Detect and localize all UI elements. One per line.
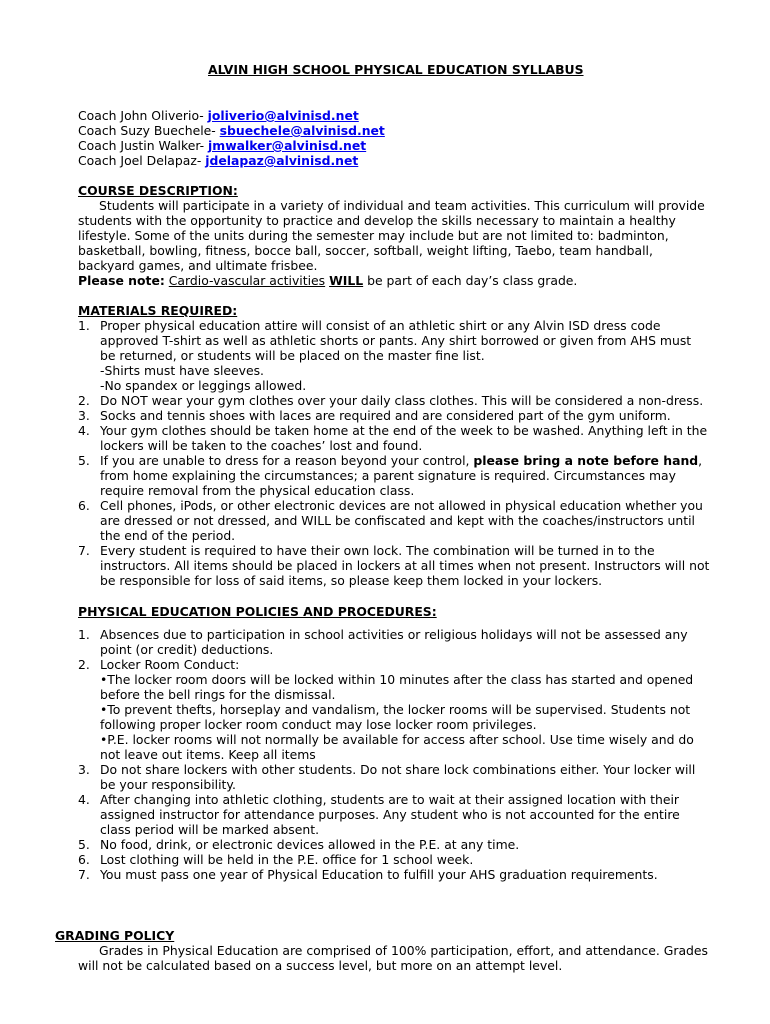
grading-text-line: Grades in Physical Education are comprised of 100% participation, effort, and attendance. Grades (99, 943, 708, 958)
list-item-line: assigned instructor for attendance purposes. Any student who is not accounted for the entire (100, 807, 680, 822)
coach-email-link[interactable]: jdelapaz@alvinisd.net (205, 153, 359, 168)
item5-comma: , (698, 453, 703, 468)
list-item-line: Socks and tennis shoes with laces are required and are considered part of the gym uniform. (100, 408, 671, 423)
list-item-line: approved T-shirt as well as athletic shorts or pants. Any shirt borrowed or given from AHS must (100, 333, 692, 348)
list-number: 4. (78, 792, 90, 807)
list-item-line: Absences due to participation in school activities or religious holidays will not be assessed any (100, 627, 688, 642)
list-number: 6. (78, 498, 90, 513)
course-text-line: basketball, bowling, fitness, bocce ball, soccer, softball, weight lifting, Taebo, team handball, (78, 243, 653, 258)
list-number: 7. (78, 867, 90, 882)
course-description-heading: COURSE DESCRIPTION: (78, 183, 238, 198)
coach-email-link[interactable]: jmwalker@alvinisd.net (208, 138, 367, 153)
grading-text-line: will not be calculated based on a success level, but more on an attempt level. (78, 958, 563, 973)
list-item-line: lockers will be taken to the coaches’ lost and found. (100, 438, 423, 453)
list-item-line: -No spandex or leggings allowed. (100, 378, 307, 393)
grading-heading: GRADING POLICY (55, 928, 175, 943)
materials-heading: MATERIALS REQUIRED: (78, 303, 238, 318)
list-item-line: Every student is required to have their own lock. The combination will be turned in to the (100, 543, 655, 558)
course-text-line: backyard games, and ultimate frisbee. (78, 258, 318, 273)
list-item-line: •The locker room doors will be locked within 10 minutes after the class has started and opened (100, 672, 694, 687)
coach-name: Coach Suzy Buechele- (78, 123, 220, 138)
list-item-line: be returned, or students will be placed on the master fine list. (100, 348, 485, 363)
list-number: 6. (78, 852, 90, 867)
list-item-line: Lost clothing will be held in the P.E. office for 1 school week. (100, 852, 474, 867)
list-number: 3. (78, 408, 90, 423)
list-item-line: -Shirts must have sleeves. (100, 363, 264, 378)
policies-heading: PHYSICAL EDUCATION POLICIES AND PROCEDURES: (78, 604, 437, 619)
note-label: Please note: (78, 273, 165, 288)
note-underlined: Cardio-vascular activities (168, 273, 326, 288)
note-rest: be part of each day’s class grade. (363, 273, 578, 288)
list-number: 1. (78, 627, 90, 642)
list-number: 2. (78, 657, 90, 672)
coach-line (78, 138, 366, 153)
list-item-line: point (or credit) deductions. (100, 642, 274, 657)
list-item-line: Locker Room Conduct: (100, 657, 240, 672)
list-item-line: After changing into athletic clothing, students are to wait at their assigned location with their (100, 792, 680, 807)
list-item-line: Your gym clothes should be taken home at the end of the week to be washed. Anything left in the (100, 423, 708, 438)
list-number: 2. (78, 393, 90, 408)
coach-name: Coach John Oliverio- (78, 108, 208, 123)
list-item-line: from home explaining the circumstances; a parent signature is required. Circumstances may (100, 468, 676, 483)
list-item-line: before the bell rings for the dismissal. (100, 687, 336, 702)
list-item-line: be your responsibility. (100, 777, 236, 792)
list-item-line: Cell phones, iPods, or other electronic devices are not allowed in physical education whether you (100, 498, 703, 513)
list-number: 3. (78, 762, 90, 777)
list-item-line: following proper locker room conduct may lose locker room privileges. (100, 717, 537, 732)
list-number: 1. (78, 318, 90, 333)
coach-line (78, 123, 385, 138)
list-item-line: not leave out items. Keep all items (100, 747, 316, 762)
page-title: ALVIN HIGH SCHOOL PHYSICAL EDUCATION SYLLABUS (208, 62, 584, 77)
list-item-line: require removal from the physical education class. (100, 483, 415, 498)
course-text-line: students with the opportunity to practice and develop the skills necessary to maintain a healthy (78, 213, 676, 228)
coach-name: Coach Justin Walker- (78, 138, 209, 153)
list-item-line: Proper physical education attire will consist of an athletic shirt or any Alvin ISD dress code (100, 318, 661, 333)
list-item-line: are dressed or not dressed, and WILL be confiscated and kept with the coaches/instructors until (100, 513, 695, 528)
list-item-line (100, 453, 702, 468)
coach-email-link[interactable]: joliverio@alvinisd.net (207, 108, 359, 123)
course-note (78, 273, 577, 288)
course-text-line: lifestyle. Some of the units during the semester may include but are not limited to: badminton, (78, 228, 669, 243)
list-item-line: Do NOT wear your gym clothes over your daily class clothes. This will be considered a non-dress. (100, 393, 704, 408)
list-item-line: Do not share lockers with other students. Do not share lock combinations either. Your locker will (100, 762, 696, 777)
note-will: WILL (329, 273, 364, 288)
list-item-line: •To prevent thefts, horseplay and vandalism, the locker rooms will be supervised. Students not (100, 702, 691, 717)
coach-line (78, 108, 359, 123)
course-text-line: Students will participate in a variety of individual and team activities. This curriculum will provide (99, 198, 705, 213)
list-item-line: •P.E. locker rooms will not normally be available for access after school. Use time wisely and do (100, 732, 694, 747)
list-item-line: instructors. All items should be placed in lockers at all times when not present. Instructors will not (100, 558, 710, 573)
coach-name: Coach Joel Delapaz- (78, 153, 206, 168)
list-item-line: be responsible for loss of said items, so please keep them locked in your lockers. (100, 573, 603, 588)
list-item-line: No food, drink, or electronic devices allowed in the P.E. at any time. (100, 837, 520, 852)
list-number: 5. (78, 453, 90, 468)
list-number: 7. (78, 543, 90, 558)
coach-line (78, 153, 358, 168)
item5-bold: please bring a note before hand (473, 453, 699, 468)
coach-email-link[interactable]: sbuechele@alvinisd.net (219, 123, 385, 138)
list-item-line: You must pass one year of Physical Education to fulfill your AHS graduation requirements. (100, 867, 658, 882)
list-number: 4. (78, 423, 90, 438)
item5-text: If you are unable to dress for a reason beyond your control, (100, 453, 474, 468)
list-item-line: class period will be marked absent. (100, 822, 320, 837)
list-number: 5. (78, 837, 90, 852)
list-item-line: the end of the period. (100, 528, 236, 543)
